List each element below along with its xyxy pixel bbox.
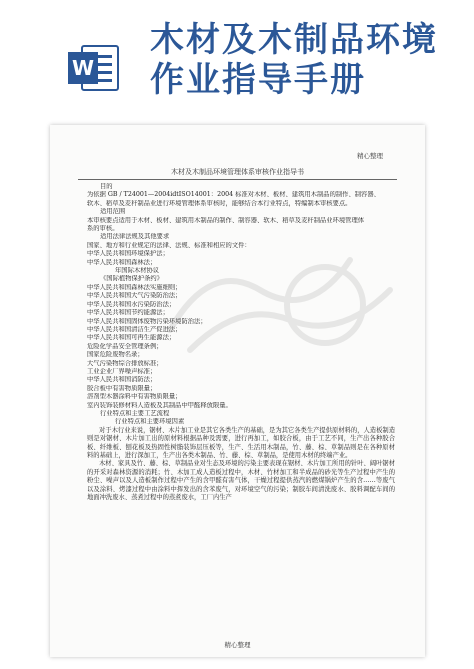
text-line: 危险化学品安全管理条例； — [87, 342, 163, 350]
header-rule — [78, 179, 397, 180]
document-banner — [0, 0, 474, 112]
text-line: 大气污染物综合排放标准； — [87, 359, 163, 367]
text-line: 中华人民共和国节约能源法； — [87, 309, 169, 317]
word-document-icon — [66, 40, 120, 94]
text-line: 中华人民共和国大气污染防治法； — [87, 292, 182, 300]
page-header-note: 精心整理 — [357, 152, 383, 160]
text-line: 中华人民共和国固体废物污染环境防治法； — [87, 317, 207, 325]
paragraph: 对于木行业来说，锯材、木片加工业是其它各类生产的基础，是为其它各类生产提供原材料的，人造板制造则是对锯材、木片加工出的原材料根据品种及需要，进行再加工，如胶合板，由于工艺不同，生产出各种胶合板、纤维板、刨花板及热固性树脂装饰层压板等，生产、生活用木制品，竹、藤、棕、草制品则是在各种原材料的基础上，进行深加工，生产出各类木制品、竹、藤、棕、草制品，是使用木材的终端产业。 — [87, 426, 395, 459]
text-line: 国家危险废物名录； — [87, 351, 144, 359]
text-line: 中华人民共和国森林法实施细则； — [87, 283, 182, 291]
text-line: 溶剂型木器涂料中有害物质限量； — [87, 393, 182, 401]
text-line: 行业特点和主要工艺流程 — [100, 409, 170, 417]
word-icon-letter: W — [71, 56, 95, 80]
text-line: 国家、地方和行业规定的法律、法规、标准和相应的文件： — [87, 241, 251, 249]
page-title — [150, 20, 460, 100]
text-line: 适用范围 — [100, 208, 126, 216]
text-line: 适用法律法规及其他要求 — [100, 233, 170, 241]
document-body — [87, 183, 395, 502]
text-line: 年国际木材协议 — [115, 267, 160, 275]
text-line: 工业企业厂界噪声标准； — [87, 367, 157, 375]
text-line: 中华人民共和国环境保护法； — [87, 250, 169, 258]
text-line: 系的审核。 — [87, 225, 119, 233]
title-line-1: 木材及木制品环境 — [150, 20, 438, 60]
page-footer-note: 精心整理 — [224, 641, 251, 649]
text-line: 室内装饰装修材料人造板及其制品中甲醛释放限量。 — [87, 401, 232, 409]
text-line: 目的 — [100, 183, 113, 190]
text-line: 软木、稻草及麦秆制品业进行环境管理体系审核时，能够结合本行业特点，特编制本审核要点。 — [87, 199, 352, 207]
text-line: 中华人民共和国水污染防治法； — [87, 300, 176, 308]
document-page — [50, 125, 425, 657]
paragraph: 木材、家具及竹、藤、棕、草制品业对生态及环境的污染主要表现在锯材、木片加工所用的针叶、阔叶锯材的开采对森林资源的消耗；竹、木加工成人造板过程中，木材、竹材加工和半成品的砂光等生产过程中产生的粉尘、噪声以及人造板制作过程中产生的含甲醛有害气体，干燥过程提供蒸汽的燃煤锅炉产生的含……等废气以及涂料、烤漆过程中由涂料中挥发出的含苯废气，对环境空气的污染；制胶车间清洗废水、胶料调配车间的地面冲洗废水、蒸煮过程中的蒸煮废水，工厂内生产 — [87, 460, 395, 502]
text-line: 胶合板中有害物质限量； — [87, 384, 157, 392]
text-line: 中华人民共和国可再生能源法； — [87, 334, 176, 342]
text-line: 本审核要点适用于木材、板材、建筑用木制品的制作、制容器、软木、稻草及麦秆制品业环境管理体 — [87, 216, 365, 224]
text-line: 为依据 GB / T24001—2004idtISO14001：2004 标准对木材、板材、建筑用木制品的制作、制容器、 — [87, 191, 380, 199]
text-line: 中华人民共和国清洁生产促进法； — [87, 325, 182, 333]
text-line: 中华人民共和国消防法； — [87, 376, 157, 384]
text-line: 行业特点和主要环境因素 — [115, 418, 185, 426]
document-title: 木材及木制品环境管理体系审核作业指导书 — [171, 168, 304, 176]
title-line-2: 作业指导手册 — [150, 60, 366, 100]
text-line: 《国际植物保护条约》 — [100, 275, 163, 283]
text-line: 中华人民共和国森林法； — [87, 258, 157, 266]
